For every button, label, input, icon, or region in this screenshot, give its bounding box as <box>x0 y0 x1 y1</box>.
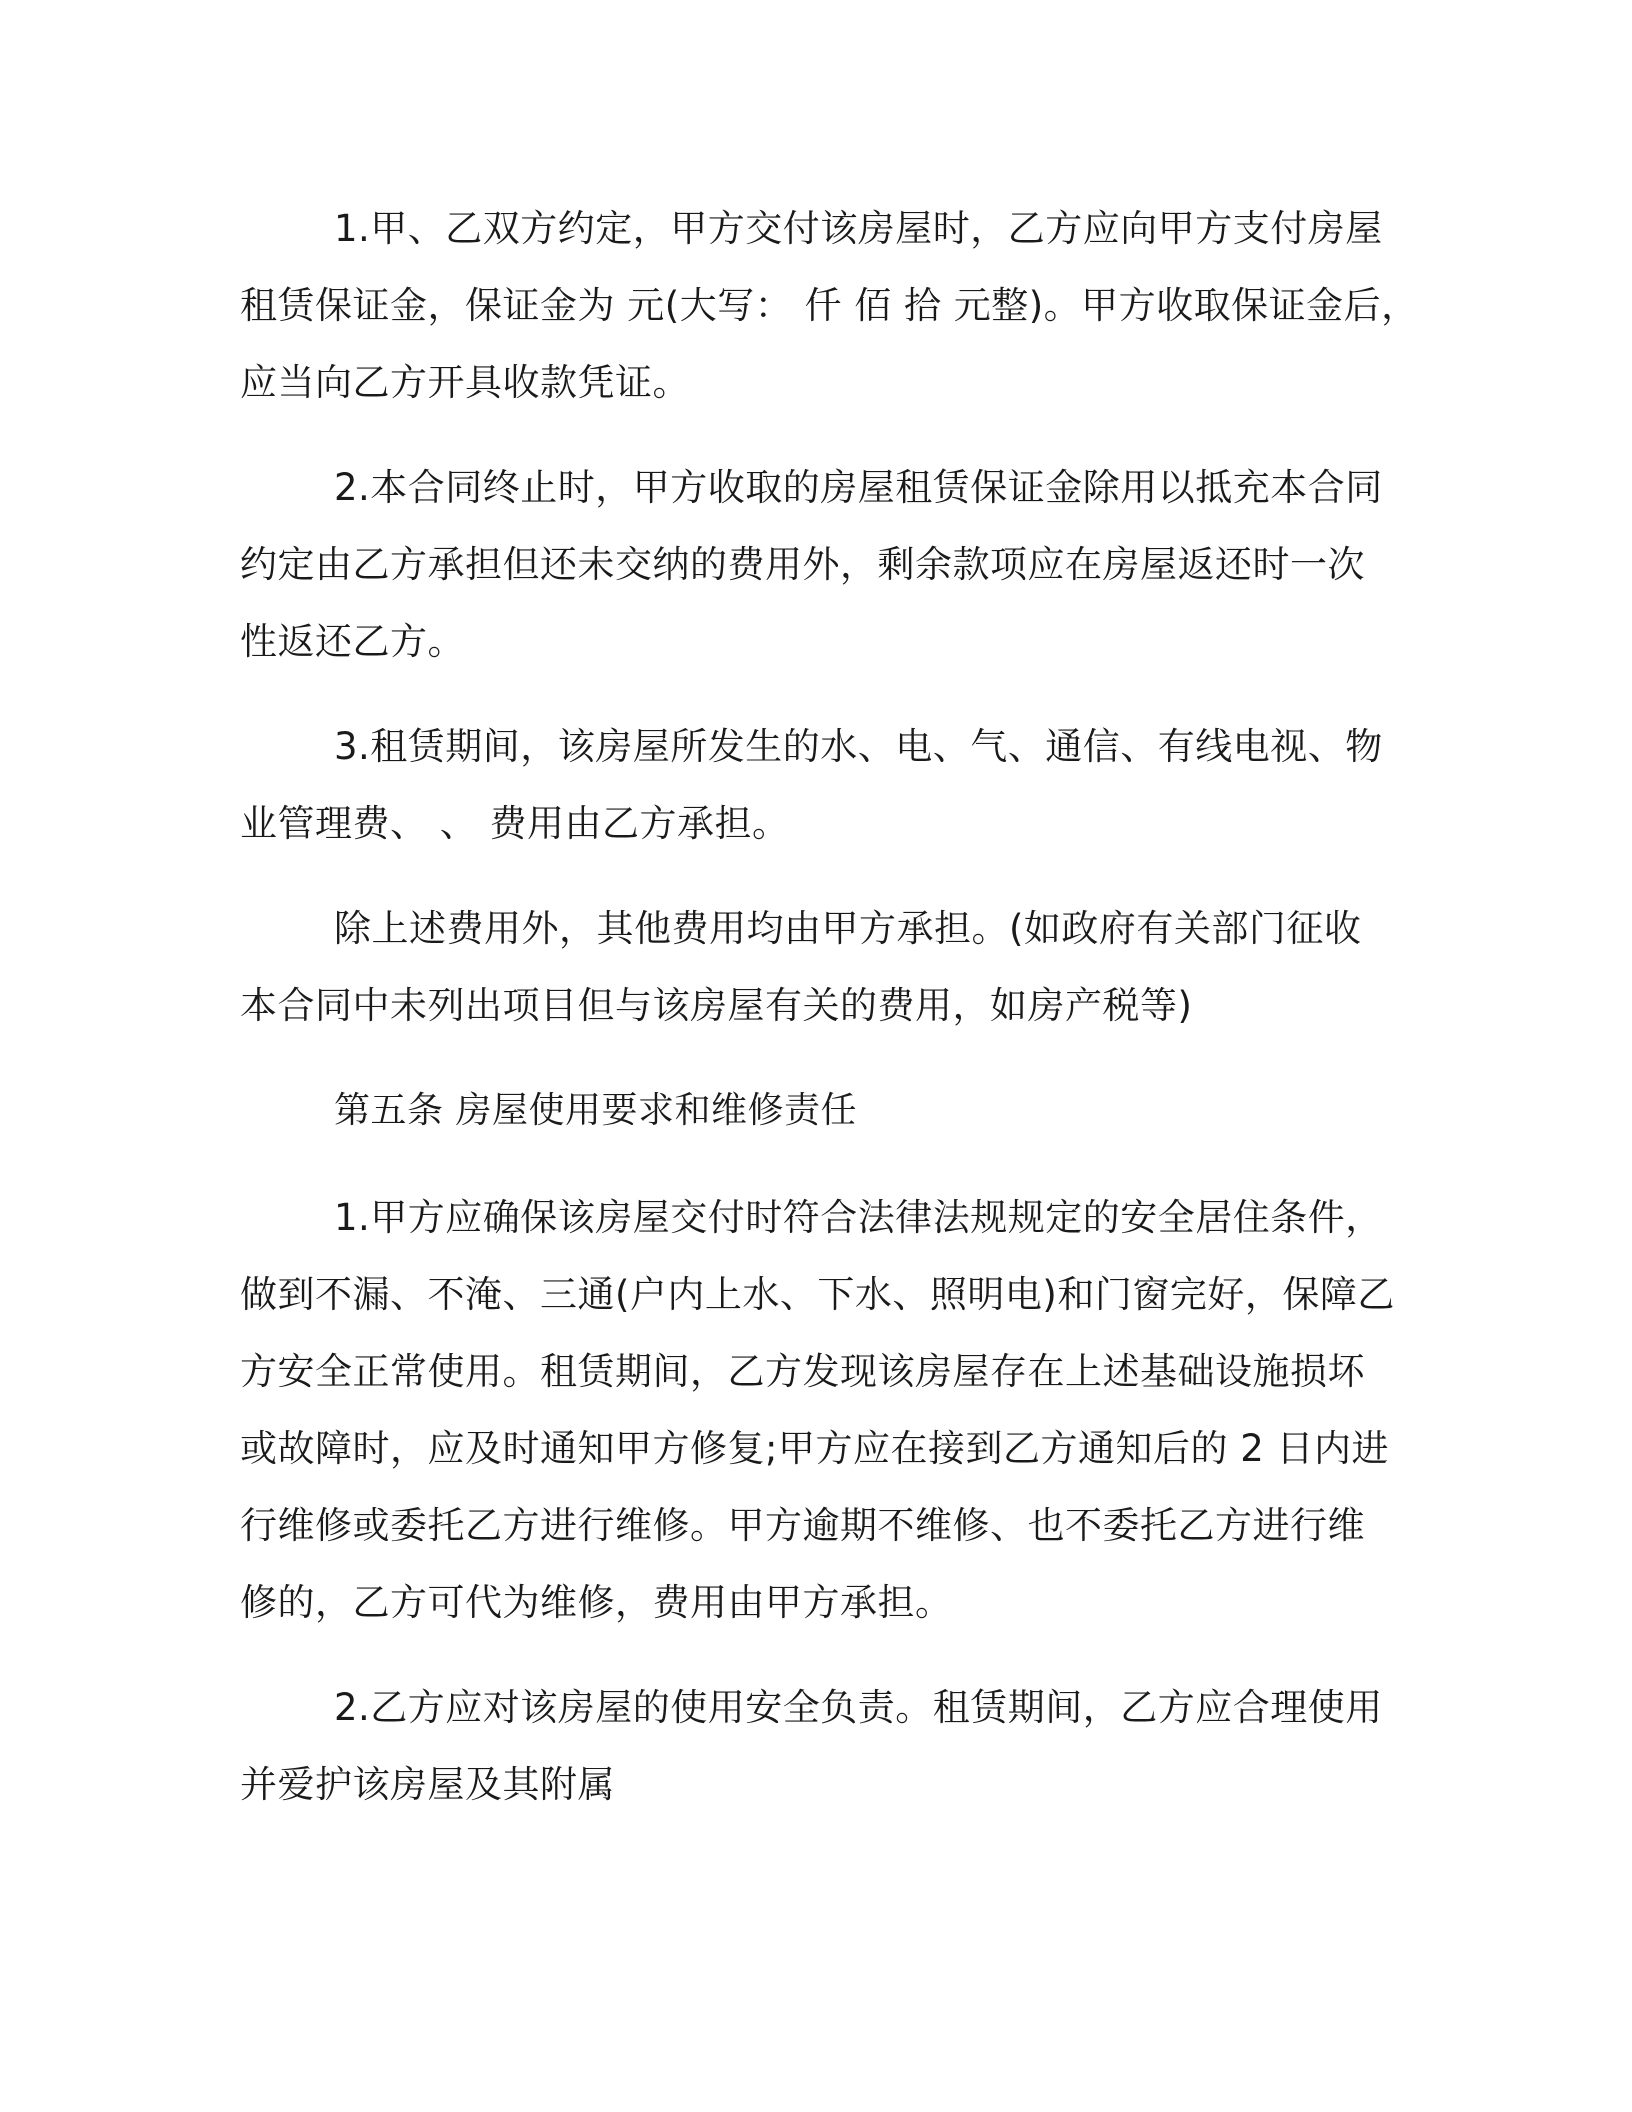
text-line: 2.本合同终止时，甲方收取的房屋租赁保证金除用以抵充本合同 <box>334 466 1383 509</box>
text-line: 2.乙方应对该房屋的使用安全负责。租赁期间，乙方应合理使用 <box>334 1686 1383 1729</box>
text-line: 租赁保证金，保证金为 元(大写： 仟 佰 拾 元整)。甲方收取保证金后， <box>240 284 1419 327</box>
text-line: 除上述费用外，其他费用均由甲方承担。(如政府有关部门征收 <box>334 907 1362 950</box>
text-line: 业管理费、 、 费用由乙方承担。 <box>240 802 790 845</box>
text-line: 本合同中未列出项目但与该房屋有关的费用，如房产税等) <box>240 984 1193 1027</box>
paragraph-utility-fees <box>240 708 1390 862</box>
section-heading <box>240 1072 1390 1149</box>
document-body <box>240 190 1419 1851</box>
text-line: 并爱护该房屋及其附属 <box>240 1763 615 1806</box>
text-line: 修的，乙方可代为维修，费用由甲方承担。 <box>240 1581 953 1624</box>
paragraph-deposit <box>240 190 1419 421</box>
text-line: 应当向乙方开具收款凭证。 <box>240 361 690 404</box>
text-line: 3.租赁期间，该房屋所发生的水、电、气、通信、有线电视、物 <box>334 725 1383 768</box>
text-line: 方安全正常使用。租赁期间，乙方发现该房屋存在上述基础设施损坏 <box>240 1350 1365 1393</box>
text-line: 或故障时，应及时通知甲方修复;甲方应在接到乙方通知后的 2 日内进 <box>240 1427 1390 1470</box>
paragraph-tenant-safety <box>240 1669 1390 1823</box>
text-line: 1.甲、乙双方约定，甲方交付该房屋时，乙方应向甲方支付房屋 <box>334 207 1383 250</box>
text-line: 1.甲方应确保该房屋交付时符合法律法规规定的安全居住条件， <box>334 1196 1383 1239</box>
text-line: 做到不漏、不淹、三通(户内上水、下水、照明电)和门窗完好，保障乙 <box>240 1273 1395 1316</box>
paragraph-landlord-repair <box>240 1179 1395 1641</box>
text-line: 约定由乙方承担但还未交纳的费用外，剩余款项应在房屋返还时一次 <box>240 543 1365 586</box>
paragraph-deposit-return <box>240 449 1390 680</box>
text-line: 行维修或委托乙方进行维修。甲方逾期不维修、也不委托乙方进行维 <box>240 1504 1365 1547</box>
article-five-title: 第五条 房屋使用要求和维修责任 <box>334 1090 857 1131</box>
text-line: 性返还乙方。 <box>240 620 465 663</box>
paragraph-other-fees <box>240 890 1390 1044</box>
